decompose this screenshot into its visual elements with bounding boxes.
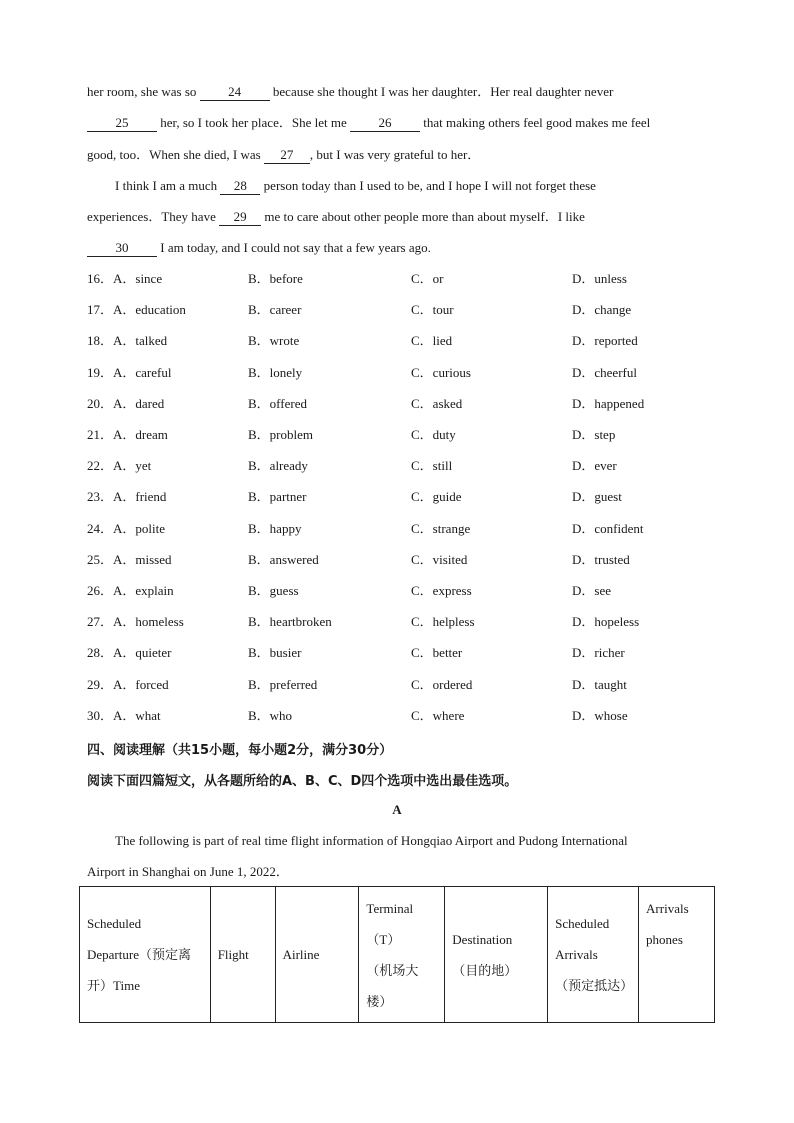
table-header-text: 楼） (366, 994, 393, 1009)
passage-line-2 (87, 115, 650, 132)
table-header-cell (445, 887, 548, 1023)
option-d: D．hopeless (572, 614, 640, 629)
option-d: D．trusted (572, 552, 630, 567)
table-header-text: （目的地） (452, 962, 518, 978)
option-c: C．still (411, 458, 453, 473)
option-row (87, 583, 727, 599)
option-d: D．whose (572, 708, 628, 723)
option-b: B．career (248, 302, 302, 317)
blank-25: 25 (87, 115, 157, 132)
option-c: C．express (411, 583, 472, 598)
option-a: 27．A．homeless (87, 614, 184, 629)
blank-27: 27 (264, 147, 310, 164)
option-row (87, 396, 727, 412)
text: I think I am a much (115, 178, 221, 193)
text: me to care about other people more than about myself．I like (261, 209, 585, 224)
option-c: C．tour (411, 302, 454, 317)
passage-line-6 (87, 240, 431, 257)
table-header-cell (639, 887, 715, 1023)
table-header-cell (359, 887, 445, 1023)
blank-30: 30 (87, 240, 157, 257)
option-d: D．happened (572, 396, 645, 411)
blank-29: 29 (219, 209, 261, 226)
table-header-row (80, 887, 715, 1023)
option-a: 25．A．missed (87, 552, 172, 567)
text: experiences．They have (87, 209, 220, 224)
option-d: D．cheerful (572, 365, 637, 380)
option-c: C．curious (411, 365, 471, 380)
table-header-text: （机场大 (366, 963, 419, 978)
option-b: B．wrote (248, 333, 300, 348)
option-row (87, 365, 727, 381)
passage-line-5 (87, 209, 585, 226)
intro-line-1: The following is part of real time flight information of Hongqiao Airport and Pudong International (115, 833, 628, 848)
option-d: D．guest (572, 489, 622, 504)
text: that making others feel good makes me feel (419, 115, 651, 130)
option-b: B．already (248, 458, 308, 473)
table-header-text: （预定抵达） (555, 978, 634, 993)
option-d: D．step (572, 427, 616, 442)
text: I am today, and I could not say that a few years ago. (157, 240, 431, 255)
table-header-text: Arrivals (555, 947, 598, 962)
table-header-cell (275, 887, 359, 1023)
option-a: 19．A．careful (87, 365, 172, 380)
option-c: C．strange (411, 521, 471, 536)
option-c: C．ordered (411, 677, 473, 692)
option-d: D．see (572, 583, 611, 598)
option-c: C．where (411, 708, 465, 723)
option-d: D．reported (572, 333, 638, 348)
intro-line-2: Airport in Shanghai on June 1, 2022． (87, 864, 289, 879)
option-c: C．visited (411, 552, 468, 567)
option-row (87, 427, 727, 443)
option-row (87, 271, 727, 287)
option-a: 28．A．quieter (87, 645, 172, 660)
option-c: C．asked (411, 396, 463, 411)
section-instruction: 阅读下面四篇短文，从各题所给的A、B、C、D四个选项中选出最佳选项。 (87, 774, 518, 789)
option-row (87, 489, 727, 505)
table-header-text: 开）Time (87, 978, 140, 993)
option-b: B．heartbroken (248, 614, 332, 629)
option-row (87, 552, 727, 568)
option-a: 18．A．talked (87, 333, 168, 348)
option-b: B．partner (248, 489, 307, 504)
text: her, so I took her place．She let me (157, 115, 350, 130)
option-b: B．who (248, 708, 293, 723)
text: because she thought I was her daughter．Her real daughter never (269, 84, 614, 99)
option-row (87, 333, 727, 349)
blank-28: 28 (220, 178, 260, 195)
option-row (87, 614, 727, 630)
table-header-text: phones (646, 932, 683, 947)
option-a: 16．A．since (87, 271, 163, 286)
option-a: 24．A．polite (87, 521, 165, 536)
option-b: B．guess (248, 583, 299, 598)
table-header-text: （T） (366, 932, 401, 947)
table-header-text: Terminal (366, 901, 414, 916)
text: , but I was very grateful to her． (309, 147, 481, 162)
table-header-cell (548, 887, 639, 1023)
option-a: 30．A．what (87, 708, 161, 723)
option-row (87, 458, 727, 474)
option-row (87, 677, 727, 693)
option-b: B．answered (248, 552, 319, 567)
option-b: B．happy (248, 521, 302, 536)
option-b: B．preferred (248, 677, 318, 692)
table-header-text: Scheduled (87, 916, 142, 931)
option-d: D．change (572, 302, 632, 317)
option-a: 20．A．dared (87, 396, 165, 411)
option-a: 21．A．dream (87, 427, 168, 442)
section-title: 四、阅读理解（共15小题，每小题2分，满分30分） (87, 743, 393, 758)
table-header-text: Destination (452, 931, 513, 947)
table-header-text: Flight (217, 947, 249, 962)
option-b: B．busier (248, 645, 302, 660)
option-c: C．lied (411, 333, 453, 348)
passage-line-3 (87, 147, 480, 164)
table-header-text: Scheduled (555, 916, 610, 931)
option-row (87, 521, 727, 537)
option-d: D．unless (572, 271, 627, 286)
option-d: D．confident (572, 521, 644, 536)
option-row (87, 708, 727, 724)
passage-line-1 (87, 84, 613, 101)
table-header-text: Arrivals (646, 901, 689, 916)
flight-table (79, 886, 715, 1023)
text: good, too．When she died, I was (87, 147, 264, 162)
blank-26: 26 (350, 115, 420, 132)
table-header-cell (210, 887, 275, 1023)
option-row (87, 302, 727, 318)
option-b: B．offered (248, 396, 307, 411)
text: person today than I used to be, and I hope I will not forget these (260, 178, 596, 193)
option-d: D．ever (572, 458, 617, 473)
option-c: C．helpless (411, 614, 475, 629)
option-a: 22．A．yet (87, 458, 152, 473)
passage-label: A (392, 802, 402, 817)
option-row (87, 645, 727, 661)
option-c: C．guide (411, 489, 462, 504)
table-header-text: Departure（预定离 (87, 947, 191, 962)
option-c: C．duty (411, 427, 456, 442)
option-d: D．richer (572, 645, 625, 660)
text: her room, she was so (87, 84, 200, 99)
passage-line-4 (115, 178, 596, 195)
table-header-cell (80, 887, 211, 1023)
option-c: C．or (411, 271, 444, 286)
option-d: D．taught (572, 677, 627, 692)
option-c: C．better (411, 645, 463, 660)
blank-24: 24 (200, 84, 270, 101)
option-b: B．problem (248, 427, 313, 442)
option-a: 29．A．forced (87, 677, 169, 692)
option-b: B．before (248, 271, 303, 286)
option-a: 23．A．friend (87, 489, 167, 504)
option-b: B．lonely (248, 365, 303, 380)
option-a: 26．A．explain (87, 583, 174, 598)
table-header-text: Airline (282, 947, 320, 962)
option-a: 17．A．education (87, 302, 186, 317)
